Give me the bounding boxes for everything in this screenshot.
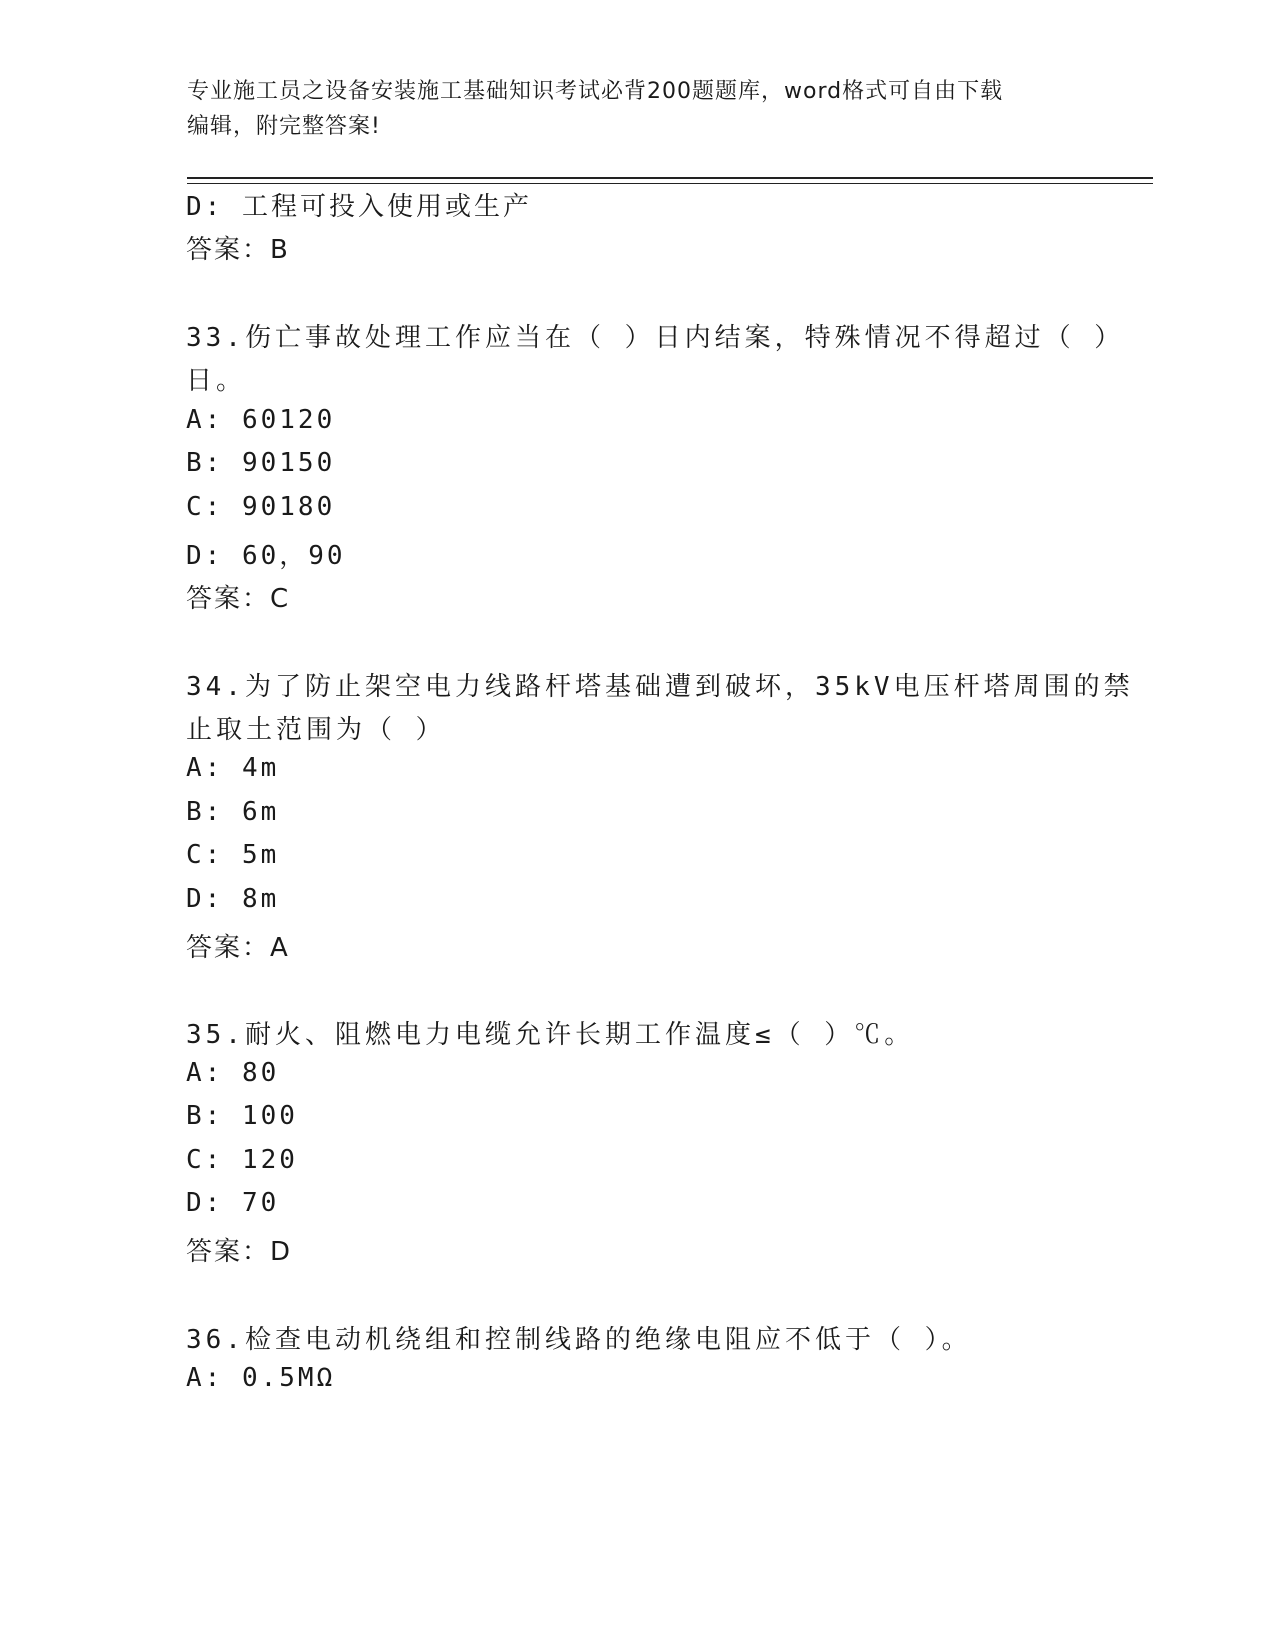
q34-stem-line-2: 止取土范围为（ ） (186, 715, 446, 745)
q34-option-d: D: 8m (186, 884, 280, 914)
q33-answer: 答案：C (186, 584, 291, 614)
q34-option-a: A: 4m (186, 753, 280, 783)
prev-answer: 答案：B (186, 235, 290, 265)
q34-option-b: B: 6m (186, 797, 280, 827)
q35-stem-line-1: 35.耐火、阻燃电力电缆允许长期工作温度≤（ ）℃。 (186, 1020, 915, 1050)
q35-option-a: A: 80 (186, 1058, 280, 1088)
q36-option-a: A: 0.5MΩ (186, 1363, 336, 1393)
prev-option-d: D: 工程可投入使用或生产 (186, 192, 532, 222)
q33-option-b: B: 90150 (186, 448, 336, 478)
q33-option-a: A: 60120 (186, 405, 336, 435)
header-line-1: 专业施工员之设备安装施工基础知识考试必背200题题库，word格式可自由下载 (187, 79, 1004, 104)
q35-option-d: D: 70 (186, 1188, 280, 1218)
q34-option-c: C: 5m (186, 840, 280, 870)
q33-stem-line-2: 日。 (186, 366, 247, 396)
q33-stem-line-1: 33.伤亡事故处理工作应当在（ ）日内结案，特殊情况不得超过（ ） (186, 323, 1125, 353)
q34-answer: 答案：A (186, 933, 290, 963)
header-divider-thin (187, 183, 1153, 184)
document-header (187, 74, 1067, 144)
q33-option-c: C: 90180 (186, 492, 336, 522)
q36-stem-line-1: 36.检查电动机绕组和控制线路的绝缘电阻应不低于（ ）。 (186, 1325, 972, 1355)
q35-option-c: C: 120 (186, 1145, 298, 1175)
q33-option-d: D: 60，90 (186, 541, 346, 571)
q35-option-b: B: 100 (186, 1101, 298, 1131)
header-line-2: 编辑，附完整答案! (187, 114, 381, 139)
q34-stem-line-1: 34.为了防止架空电力线路杆塔基础遭到破坏，35kV电压杆塔周围的禁 (186, 672, 1134, 702)
header-divider-thick (187, 177, 1153, 179)
q35-answer: 答案：D (186, 1237, 293, 1267)
